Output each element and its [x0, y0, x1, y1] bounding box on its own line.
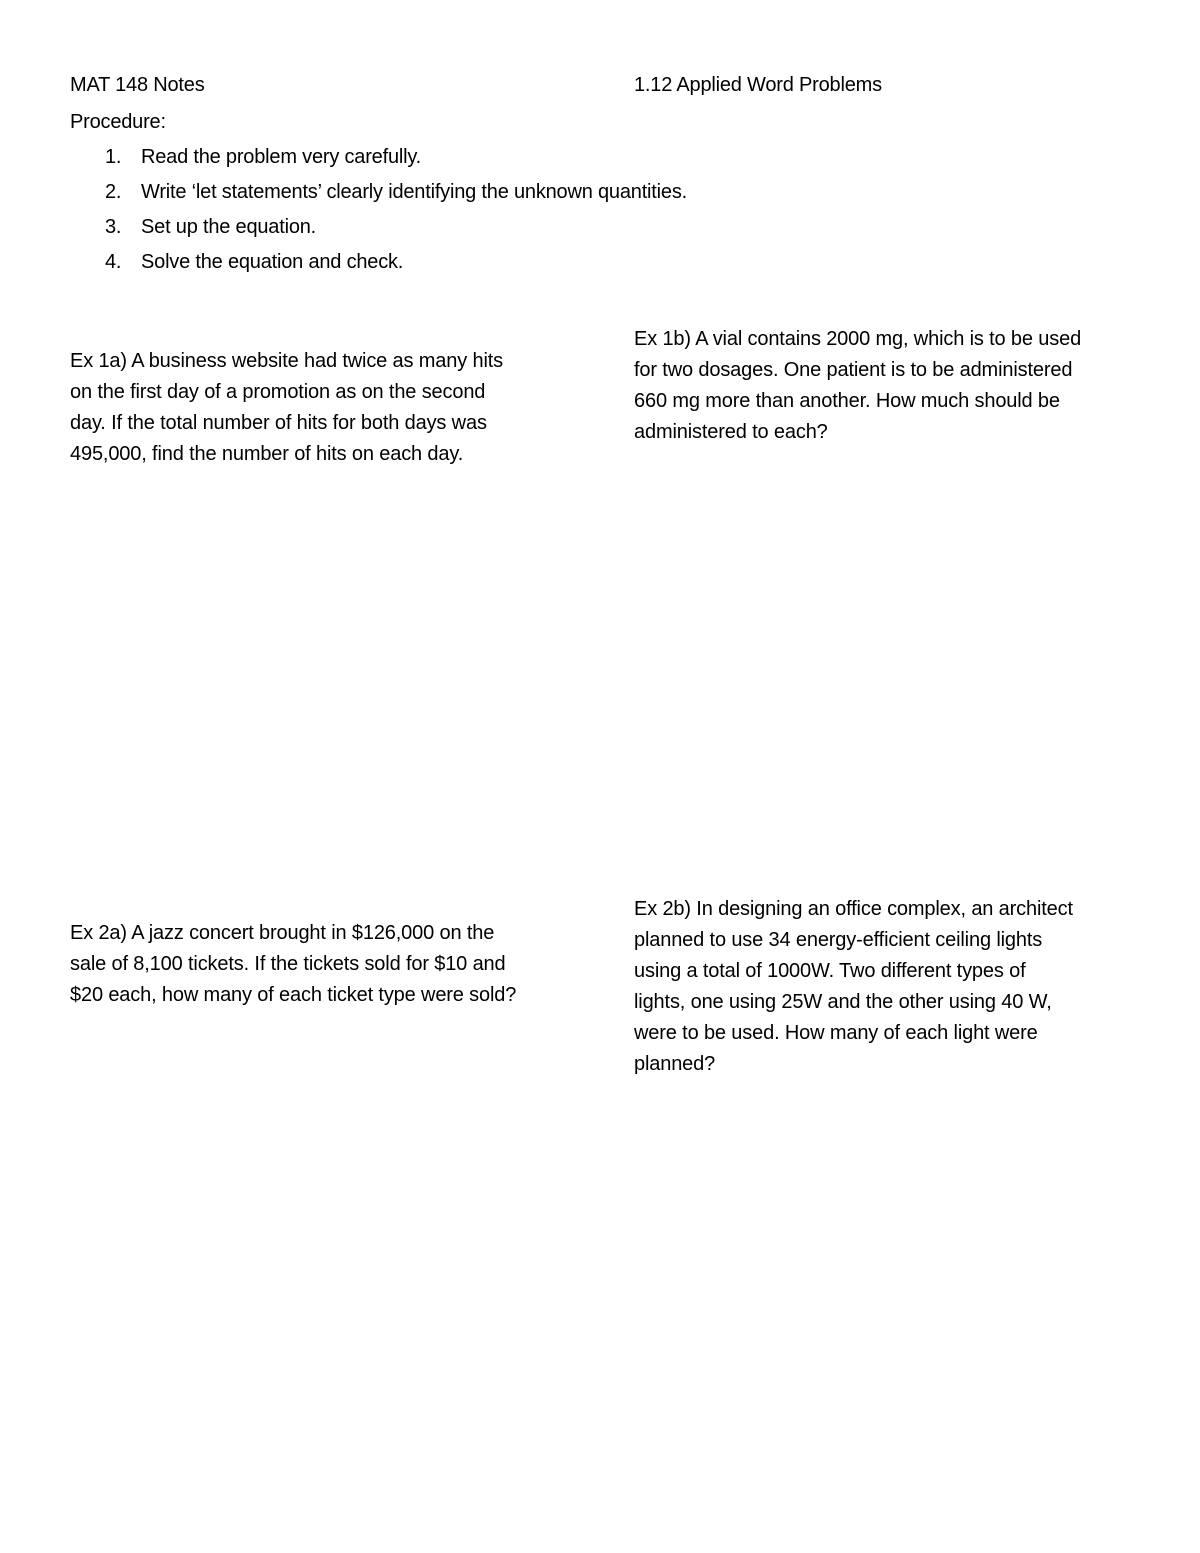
- section-title: 1.12 Applied Word Problems: [634, 74, 882, 96]
- example-1a: [70, 346, 503, 470]
- problem-line: lights, one using 25W and the other using 40 W,: [634, 991, 1052, 1013]
- step-number: 3.: [105, 216, 122, 238]
- problem-line: 495,000, find the number of hits on each day.: [70, 443, 464, 465]
- problem-line: Ex 2b) In designing an office complex, an architect: [634, 898, 1073, 920]
- step-text: Solve the equation and check.: [141, 251, 404, 273]
- problem-line: day. If the total number of hits for both days was: [70, 412, 487, 434]
- step-text: Set up the equation.: [141, 216, 317, 238]
- example-2b: [634, 894, 1073, 1080]
- problem-line: Ex 1a) A business website had twice as many hits: [70, 350, 504, 372]
- problem-line: Ex 2a) A jazz concert brought in $126,000 on the: [70, 922, 495, 944]
- course-title: MAT 148 Notes: [70, 74, 205, 96]
- procedure-label: Procedure:: [70, 111, 166, 133]
- problem-line: using a total of 1000W. Two different types of: [634, 960, 1026, 982]
- problem-line: 660 mg more than another. How much should be: [634, 390, 1060, 412]
- problem-line: planned?: [634, 1053, 716, 1075]
- step-text: Write ‘let statements’ clearly identifying the unknown quantities.: [141, 181, 687, 203]
- problem-line: were to be used. How many of each light were: [634, 1022, 1038, 1044]
- example-2a: [70, 918, 516, 1011]
- step-number: 2.: [105, 181, 122, 203]
- example-1b: [634, 324, 1081, 448]
- problem-line: sale of 8,100 tickets. If the tickets sold for $10 and: [70, 953, 506, 975]
- problem-line: administered to each?: [634, 421, 828, 443]
- problem-line: Ex 1b) A vial contains 2000 mg, which is to be used: [634, 328, 1082, 350]
- step-number: 4.: [105, 251, 122, 273]
- step-number: 1.: [105, 146, 122, 168]
- problem-line: $20 each, how many of each ticket type were sold?: [70, 984, 517, 1006]
- problem-line: planned to use 34 energy-efficient ceiling lights: [634, 929, 1043, 951]
- problem-line: on the first day of a promotion as on the second: [70, 381, 486, 403]
- problem-line: for two dosages. One patient is to be administered: [634, 359, 1073, 381]
- step-text: Read the problem very carefully.: [141, 146, 422, 168]
